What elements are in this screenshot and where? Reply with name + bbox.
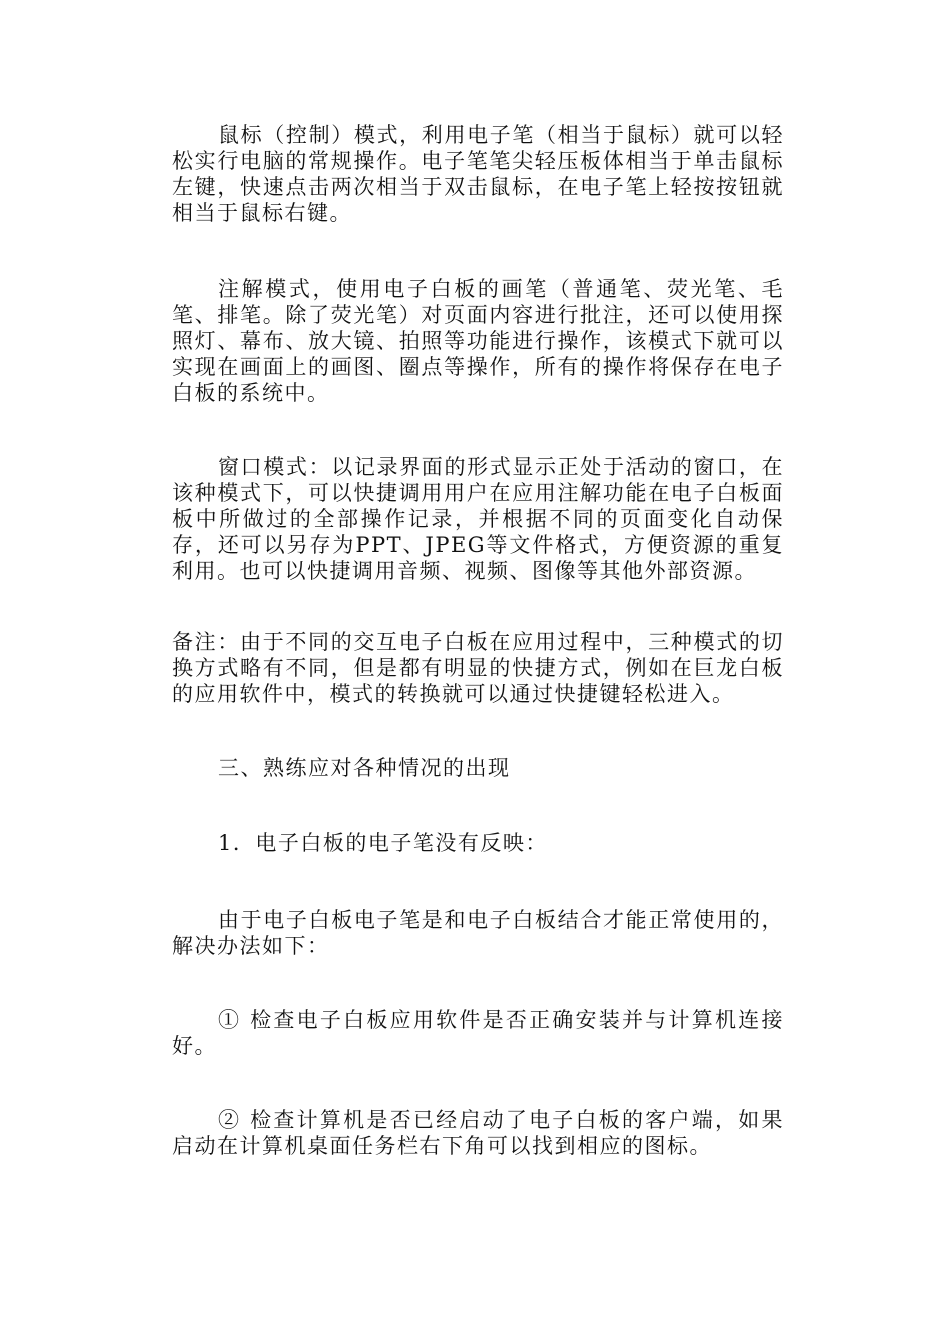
paragraph-mouse-mode: 鼠标（控制）模式，利用电子笔（相当于鼠标）就可以轻松实行电脑的常规操作。电子笔笔尖轻压板体相当于单击鼠标左键，快速点击两次相当于双击鼠标，在电子笔上轻按按钮就相当于鼠标右键。 <box>172 123 784 225</box>
paragraph-annotation-mode: 注解模式，使用电子白板的画笔（普通笔、荧光笔、毛笔、排笔。除了荧光笔）对页面内容进行批注，还可以使用探照灯、幕布、放大镜、拍照等功能进行操作，该模式下就可以实现在画面上的画图、圈点等操作，所有的操作将保存在电子白板的系统中。 <box>172 277 784 405</box>
list-item-step-2: ② 检查计算机是否已经启动了电子白板的客户端，如果启动在计算机桌面任务栏右下角可以找到相应的图标。 <box>172 1108 784 1158</box>
paragraph-window-mode: 窗口模式：以记录界面的形式显示正处于活动的窗口，在该种模式下，可以快捷调用用户在应用注解功能在电子白板面板中所做过的全部操作记录，并根据不同的页面变化自动保存，还可以另存为PPT、JPEG等文件格式，方便资源的重复利用。也可以快捷调用音频、视频、图像等其他外部资源。 <box>172 455 784 583</box>
subheading-pen-no-response: 1．电子白板的电子笔没有反映： <box>218 831 548 855</box>
list-item-step-1: ① 检查电子白板应用软件是否正确安装并与计算机连接好。 <box>172 1008 784 1058</box>
section-heading: 三、熟练应对各种情况的出现 <box>218 756 511 780</box>
paragraph-reason: 由于电子白板电子笔是和电子白板结合才能正常使用的，解决办法如下： <box>172 908 784 958</box>
paragraph-note: 备注：由于不同的交互电子白板在应用过程中，三种模式的切换方式略有不同，但是都有明显的快捷方式，例如在巨龙白板的应用软件中，模式的转换就可以通过快捷键轻松进入。 <box>172 630 784 706</box>
